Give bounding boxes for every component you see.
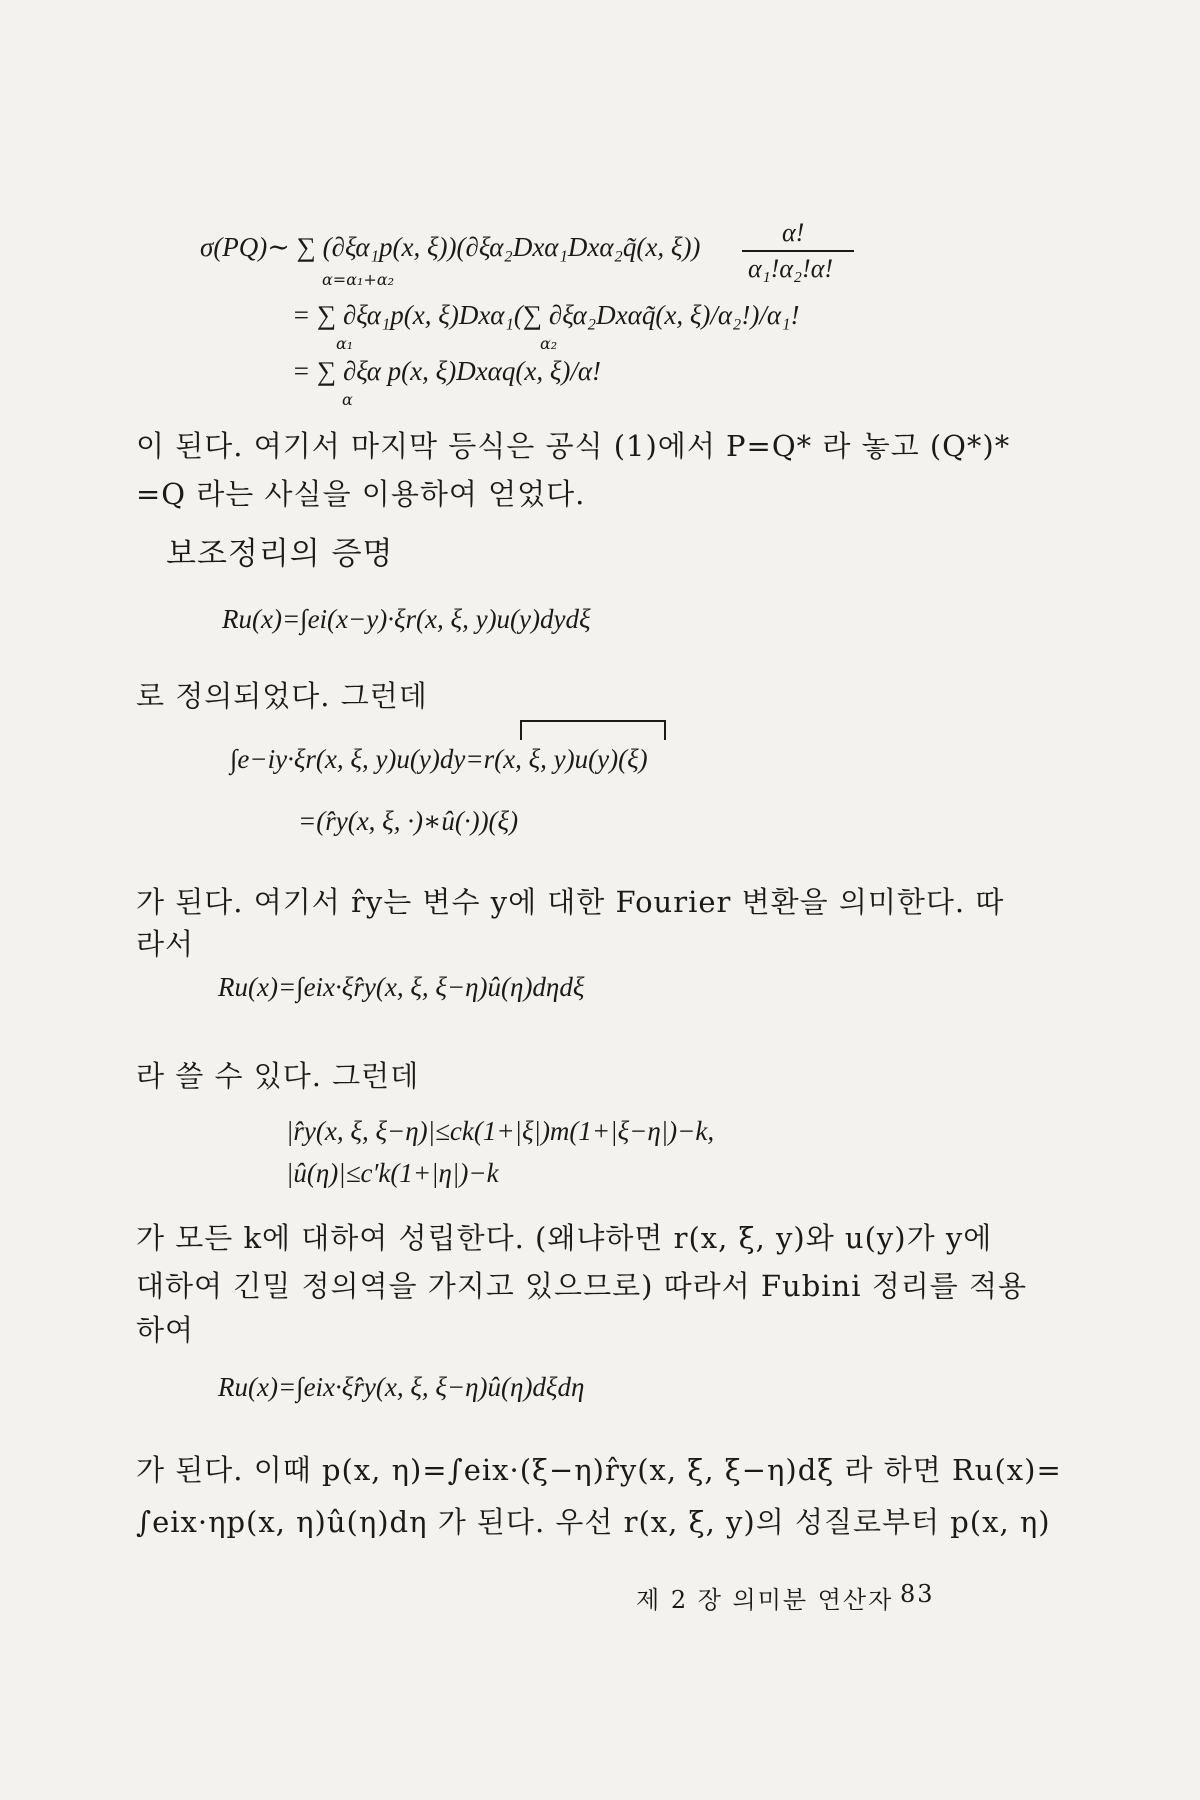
paragraph-2-line-1: 가 된다. 여기서 r̂y는 변수 y에 대한 Fourier 변환을 의미한다. 따 bbox=[136, 885, 1005, 919]
paragraph-2-line-2: 라서 bbox=[136, 927, 195, 961]
fraction-bar bbox=[742, 250, 854, 252]
equation-line-3-index: α bbox=[342, 390, 353, 409]
paragraph-3-line-2: 대하여 긴밀 정의역을 가지고 있으므로) 따라서 Fubini 정리를 적용 bbox=[136, 1269, 1027, 1303]
overline-tick-left bbox=[520, 720, 522, 740]
equation-sum-index: α=α₁+α₂ bbox=[322, 270, 395, 289]
equation-ru-fubini: Ru(x)=∫eix·ξr̂y(x, ξ, ξ−η)û(η)dξdη bbox=[218, 1372, 585, 1402]
paragraph-3-line-1: 가 모든 k에 대하여 성립한다. (왜냐하면 r(x, ξ, y)와 u(y)가 y에 bbox=[136, 1221, 993, 1255]
paragraph-3-line-3: 하여 bbox=[136, 1313, 195, 1347]
equation-line-2-index-2: α₂ bbox=[540, 334, 558, 353]
equation-ru-fourier: Ru(x)=∫eix·ξr̂y(x, ξ, ξ−η)û(η)dηdξ bbox=[218, 972, 585, 1002]
page-number: 83 bbox=[900, 1580, 935, 1608]
text-defined: 로 정의되었다. 그런데 bbox=[136, 679, 428, 713]
running-footer-chapter: 제 2 장 의미분 연산자 bbox=[636, 1586, 894, 1614]
text-can-write: 라 쓸 수 있다. 그런데 bbox=[136, 1059, 420, 1093]
inequality-2: |û(η)|≤c′k(1+|η|)−k bbox=[286, 1158, 499, 1188]
paragraph-1-line-2: =Q 라는 사실을 이용하여 얻었다. bbox=[136, 477, 586, 511]
paragraph-4-line-1: 가 된다. 이때 p(x, η)=∫eix·(ξ−η)r̂y(x, ξ, ξ−η)dξ 라 하면 Ru(x)= bbox=[136, 1453, 1062, 1487]
fourier-overline bbox=[520, 720, 666, 722]
fraction-numerator: α! bbox=[782, 218, 805, 247]
equation-sigma-pq: σ(PQ)∼ ∑ (∂ξα₁p(x, ξ))(∂ξα₂Dxα₁Dxα₂q̃(x, ξ)) bbox=[200, 232, 701, 262]
equation-integral-2: =(r̂y(x, ξ, ·)∗û(·))(ξ) bbox=[298, 806, 519, 836]
paragraph-1-line-1: 이 된다. 여기서 마지막 등식은 공식 (1)에서 P=Q* 라 놓고 (Q*)* bbox=[136, 429, 1011, 463]
section-heading: 보조정리의 증명 bbox=[166, 536, 394, 572]
fraction-denominator: α₁!α₂!α! bbox=[748, 254, 833, 283]
paragraph-4-line-2: ∫eix·ηp(x, η)û(η)dη 가 된다. 우선 r(x, ξ, y)의 성질로부터 p(x, η) bbox=[136, 1505, 1051, 1539]
equation-line-2: = ∑ ∂ξα₁p(x, ξ)Dxα₁(∑ ∂ξα₂Dxαq̃(x, ξ)/α₂!)/α₁! bbox=[292, 300, 800, 330]
equation-line-2-index-1: α₁ bbox=[336, 334, 354, 353]
equation-integral-1: ∫e−iy·ξr(x, ξ, y)u(y)dy=r(x, ξ, y)u(y)(ξ) bbox=[230, 744, 648, 774]
inequality-1: |r̂y(x, ξ, ξ−η)|≤ck(1+|ξ|)m(1+|ξ−η|)−k, bbox=[286, 1116, 715, 1146]
equation-ru-definition: Ru(x)=∫ei(x−y)·ξr(x, ξ, y)u(y)dydξ bbox=[222, 604, 591, 634]
overline-tick-right bbox=[664, 720, 666, 740]
equation-line-3: = ∑ ∂ξα p(x, ξ)Dxαq(x, ξ)/α! bbox=[292, 356, 602, 386]
